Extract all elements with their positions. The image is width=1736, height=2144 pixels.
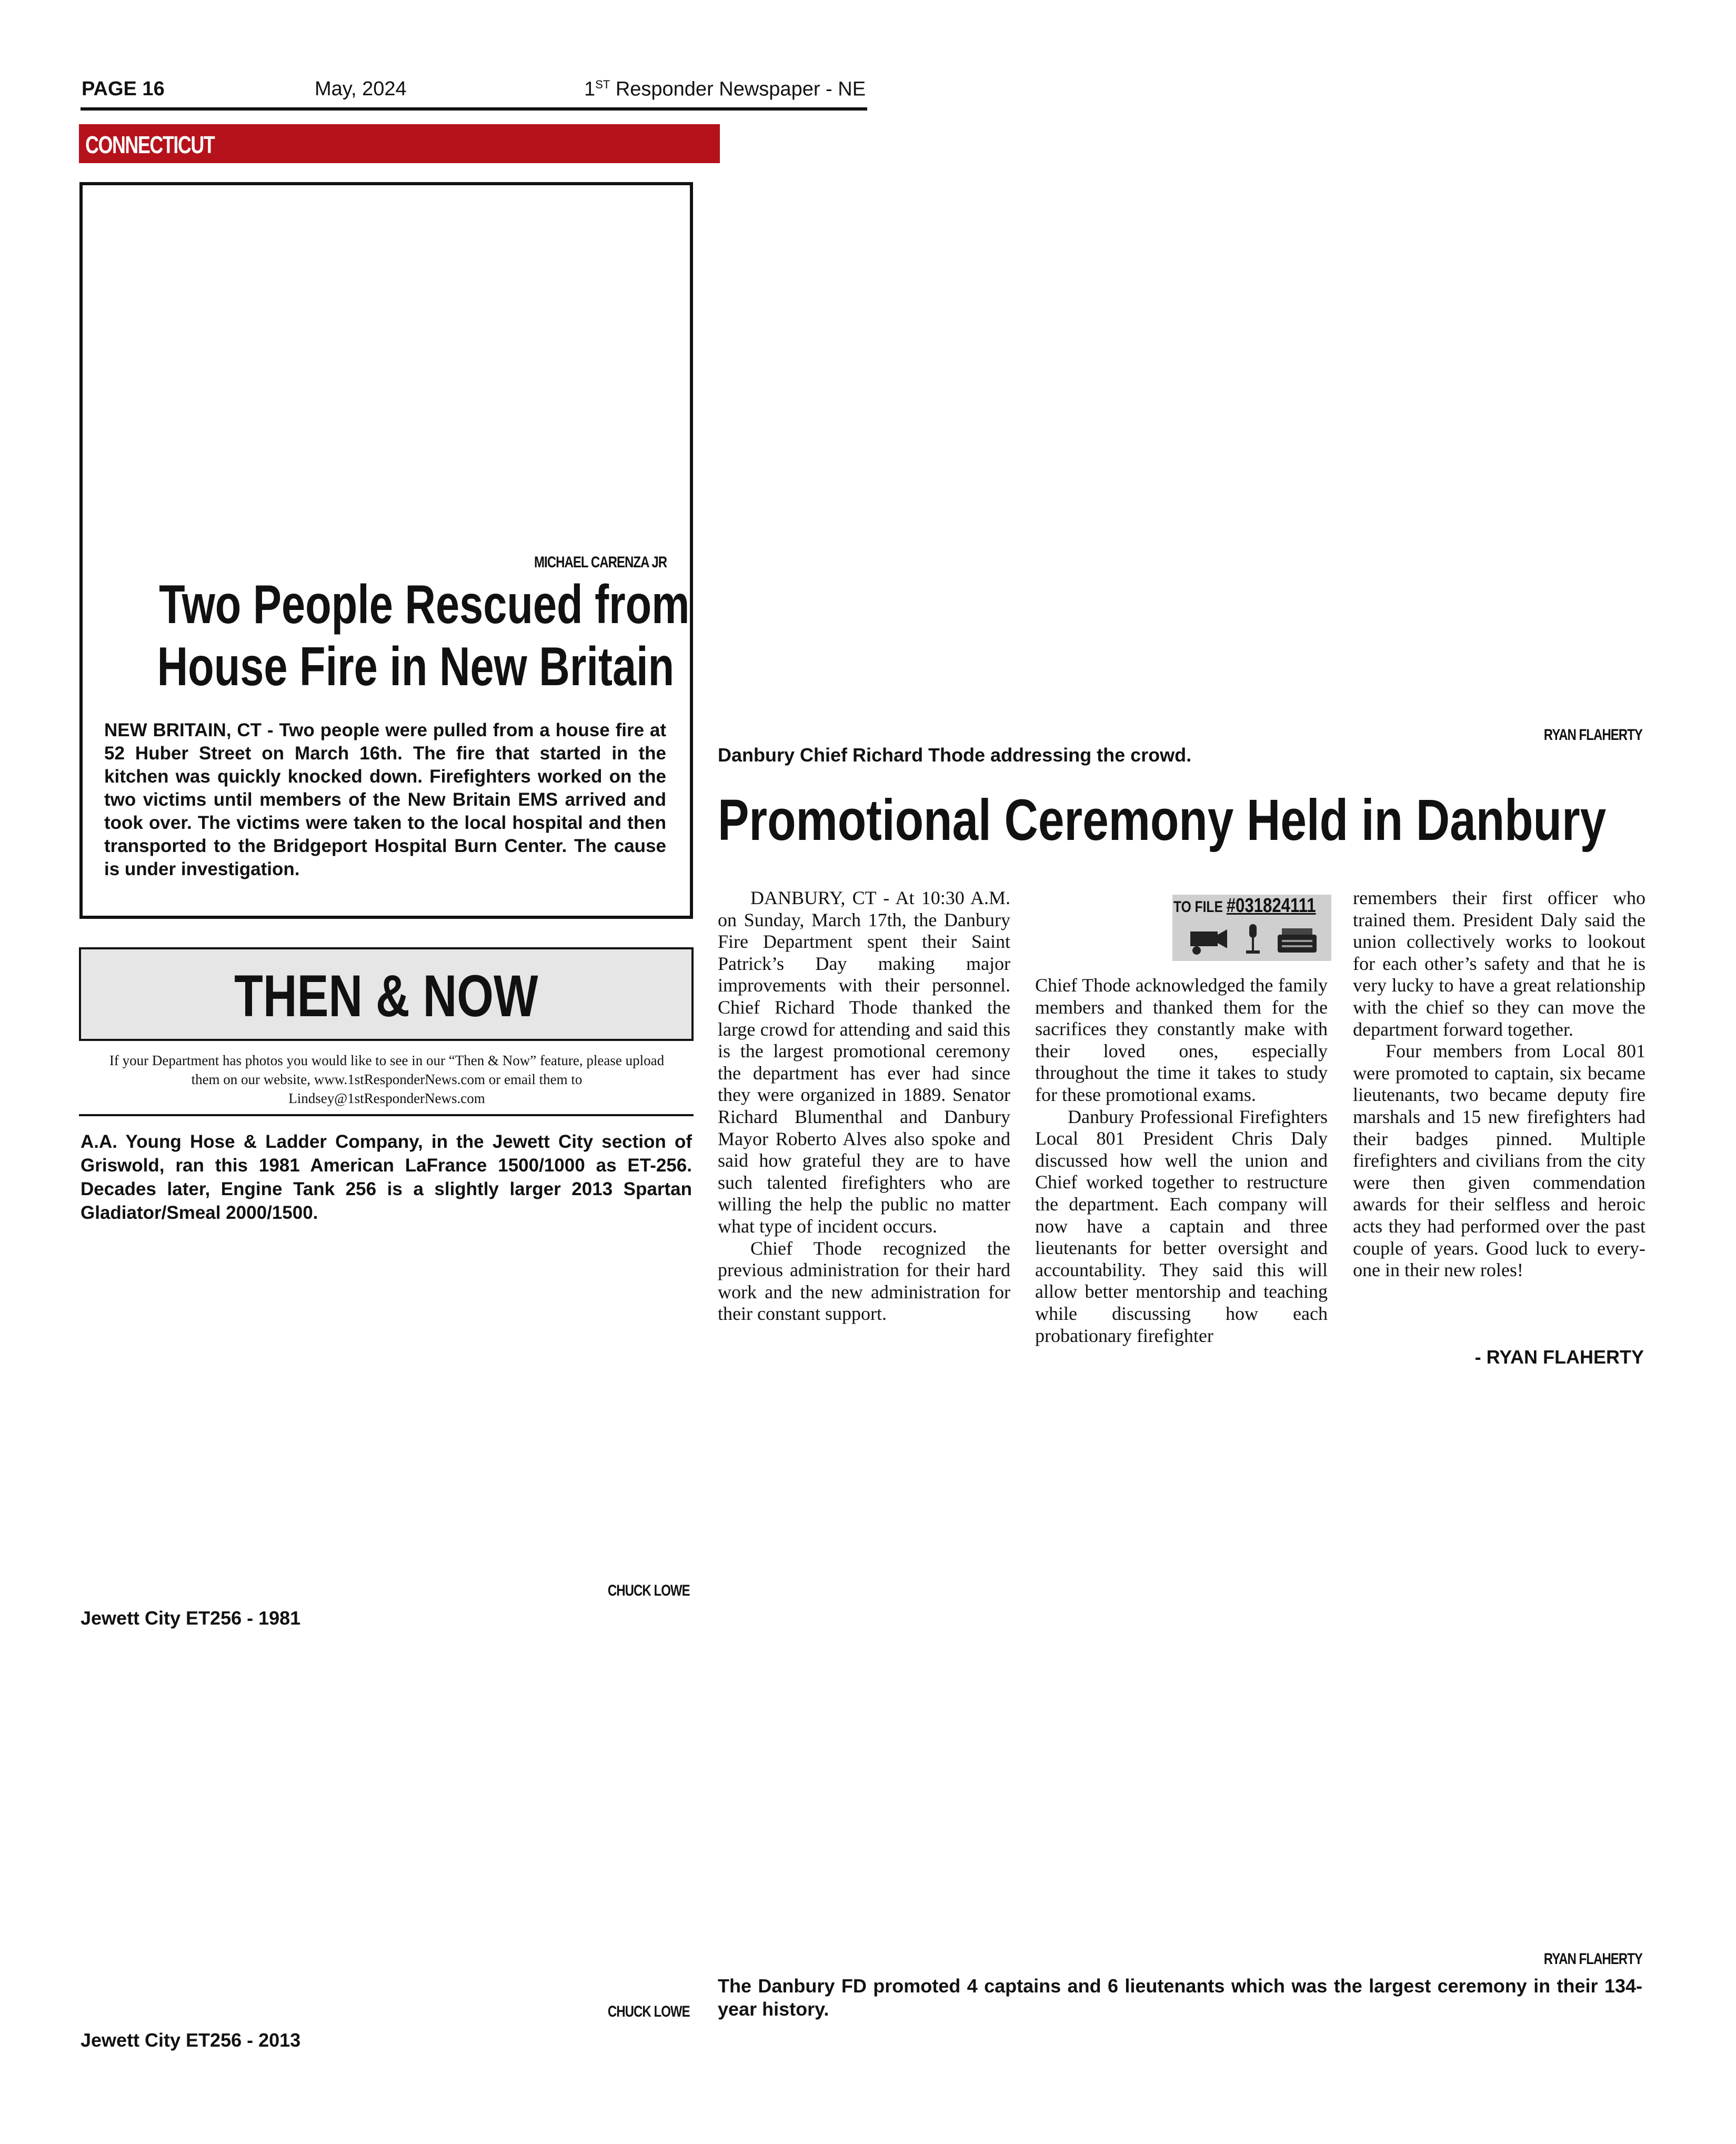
story1-headline-line2: House Fire in New Britain [157, 636, 675, 697]
story2-signoff: - RYAN FLAHERTY [1474, 1346, 1644, 1368]
then-now-note [84, 1051, 689, 1108]
story1-body: NEW BRITAIN, CT - Two people were pulled from a house fire at 52 Huber Street on March 16th. The fire that started in the kitchen was quickly knocked down. Firefighters worked on the two victims until members of the New Britain EMS arrived and took over. The victims were taken to the local hospital and then transported to the Bridgeport Hospital Burn Center. The cause is under investigation. [104, 720, 666, 879]
photo-credit-2013: CHUCK LOWE [608, 2003, 690, 2020]
story1-headline [84, 574, 690, 698]
paper-name-rest: Responder Newspaper - NE [610, 78, 866, 101]
header-rule [81, 107, 867, 111]
then-now-note-line1: If your Department has photos you would like to see in our “Then & Now” feature, please upload [109, 1053, 665, 1068]
story2-column-2 [1035, 975, 1328, 1347]
story2-col2-para2: Danbury Professional Firefighters Local 801 President Chris Daly discussed how well the union and Chief worked together to restructure the department. Each company will now have a captain and three lieutenants for better oversight and accountability. They said this will allow better mentorship and teaching while discussing how each probationary firefighter [1035, 1106, 1328, 1346]
story2-photo2-caption: The Danbury FD promoted 4 captains and 6 lieutenants which was the largest ceremony in their 134-year history. [718, 1975, 1642, 2020]
paper-name-prefix: 1 [584, 78, 596, 101]
story2-col3-para1: remembers their first officer who trained them. President Daly said the union collectively works to lookout for each other’s safety and that he is very lucky to have a great relationship with the chief so they can move the department forward together. [1353, 887, 1645, 1040]
paper-name-sup: ST [595, 78, 610, 91]
to-file-badge [1172, 895, 1331, 961]
story2-photo2-credit: RYAN FLAHERTY [1543, 1950, 1642, 1968]
then-now-caption: A.A. Young Hose & Ladder Company, in the Jewett City section of Griswold, ran this 1981 American LaFrance 1500/1000 as ET-256. Decades later, Engine Tank 256 is a slightly larger 2013 Spartan Gladiator/Smeal 2000/1500. [81, 1131, 692, 1223]
photo-credit-1981: CHUCK LOWE [608, 1582, 690, 1599]
microphone-icon [1246, 924, 1260, 954]
story2-col1-para1: DANBURY, CT - At 10:30 A.M. on Sunday, March 17th, the Danbury Fire Department spent their Saint Patrick’s Day making major improvements with their personnel. Chief Richard Thode thanked the large crowd for attending and said this is the largest promotional ceremony the department has ever had since they were organized in 1889. Senator Richard Blumenthal and Danbury Mayor Roberto Alves also spoke and said how grateful they are to have such talented firefighters who are willing the help the public no matter what type of incident occurs. [718, 887, 1010, 1237]
story2-headline-text: Promotional Ceremony Held in Danbury [718, 788, 1607, 853]
story1-photo-credit: MICHAEL CARENZA JR [534, 554, 667, 571]
issue-date: May, 2024 [315, 78, 407, 100]
story2-col3-para2: Four members from Local 801 were promoted to captain, six became lieutenants, two became deputy fire marshals and 15 new firefighters had their badges pinned. Multiple firefighters and civilians from the city were then given commendation awards for their selfless and heroic acts they had performed over the past couple of years. Good luck to everyone in their new roles! [1353, 1040, 1645, 1281]
story2-photo-credit: RYAN FLAHERTY [1543, 726, 1642, 744]
story1-headline-line1: Two People Rescued from [159, 574, 690, 635]
to-file-label-text: TO FILE [1173, 898, 1227, 916]
story2-column-1 [718, 887, 1010, 1325]
then-now-banner [79, 947, 694, 1041]
story2-col2-para1: Chief Thode acknowledged the family members and thanked them for the sacrifices they constantly make with their loved ones, especially throughout the time it takes to study for these promotional exams. [1035, 975, 1328, 1105]
story2-headline [718, 787, 1736, 854]
then-now-rule [79, 1114, 694, 1116]
story2-col1-para2: Chief Thode recognized the previous administration for their hard work and the new administration for their constant support. [718, 1237, 1010, 1325]
story2-photo-caption: Danbury Chief Richard Thode addressing the crowd. [718, 744, 1192, 766]
story2-column-3 [1353, 887, 1645, 1281]
then-now-note-line3: Lindsey@1stResponderNews.com [288, 1090, 485, 1106]
then-now-title: THEN & NOW [234, 963, 538, 1029]
section-bar [79, 124, 720, 163]
then-now-note-line2: them on our website, www.1stResponderNews.com or email them to [191, 1071, 583, 1087]
photo-caption-2013: Jewett City ET256 - 2013 [81, 2029, 301, 2051]
to-file-label [1173, 895, 1316, 917]
photo-caption-1981: Jewett City ET256 - 1981 [81, 1607, 301, 1629]
section-title: CONNECTICUT [85, 131, 215, 158]
typewriter-icon [1278, 928, 1317, 953]
to-file-number: #031824111 [1226, 895, 1316, 917]
paper-name [584, 78, 866, 101]
media-icons [1183, 922, 1325, 957]
page-number: PAGE 16 [82, 78, 165, 100]
video-camera-icon [1190, 929, 1227, 955]
